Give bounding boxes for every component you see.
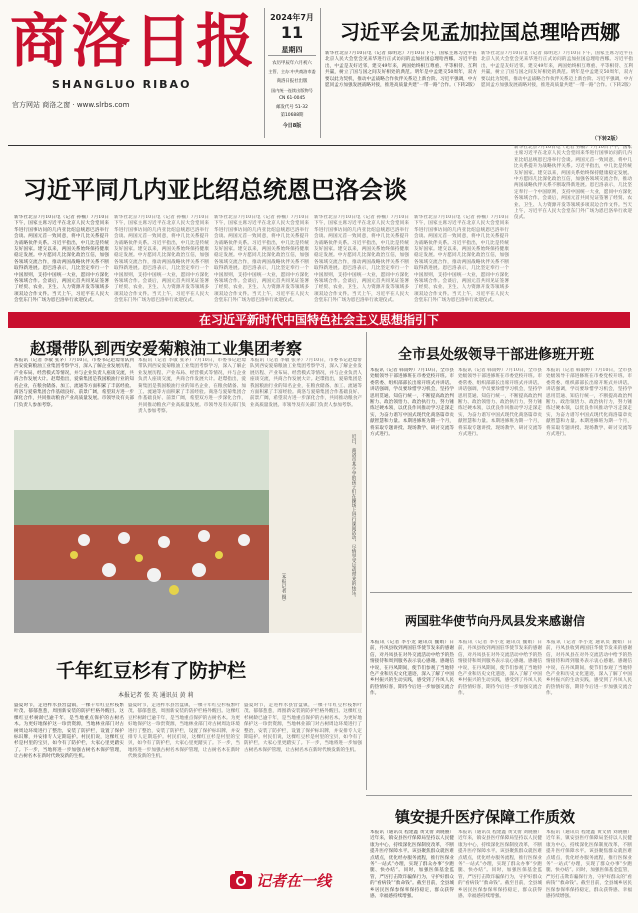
issue-post-code: 邮发代号 51-32 xyxy=(276,105,308,110)
continued-note: （下转2版） xyxy=(592,136,621,142)
issue-publisher: 商洛日报社出版 xyxy=(276,79,308,84)
issue-date: 2024年7月 xyxy=(270,13,314,22)
website-link[interactable]: 官方网站 商洛之窗 · www.slrbs.com xyxy=(12,101,130,109)
news-photo-children-playground xyxy=(14,430,362,633)
issue-lunar: 农历甲辰年六月初六 xyxy=(272,61,312,66)
issue-sponsor: 主管、主办:中共商洛市委 xyxy=(268,69,316,74)
article-zhao-jing-col1: 本报讯（记者 李敏 张茅）7月10日，市委书记赵璟带队到西安爱菊粮油工业集团考察学习，深入了解企业发展历程、产业布局、经营模式等情况，并与企业负责人座谈交流，共商合作发展大计。赵璟指出，爱菊集团是我国粮油行业的知名企业，在粮食储备、加工、流通等方面积累了丰富经验。商洛与爱菊集团合作基础良好、前景广阔，希望双方进一步深化合作，共同推动粮食产业高质量发展。市领导及有关部门负责人参加考察。 xyxy=(14,358,134,408)
article-xi-embalo-col1: 新华社北京7月10日电（记者 孙楠）7月10日下午，国家主席习近平在北京人民大会堂同来华进行国事访问的几内亚比绍总统恩巴洛举行会谈。两国元首一致同意，将中几比关系提升为战略伙伴关系。习近平指出，中几比是传统友好国家。建交以来，两国关系始终保持健康稳定发展。中方愿同几比深化政治互信，加强各领域交流合作，推动两国战略伙伴关系不断取得新进展。恩巴洛表示，几比坚定奉行一个中国原则，支持中国统一大业，愿同中方深化各领域合作。会谈后，两国元首共同见证签署了经贸、农业、卫生、人力资源开发等领域多项双边合作文件。当天上午，习近平在人民大会堂东门外广场为恩巴洛举行欢迎仪式。 xyxy=(14,215,109,304)
article-cadre-col3: 本报讯（记者 韩雨婷）7月10日，全市县处级领导干部进修班在市委党校开班。市委常委、组织部部长出席开班式并讲话。讲话强调，学员要珍惜学习机会，坚持学思用贯通、知信行统一，不断提高政治判断力、政治领悟力、政治执行力，努力锤炼过硬本领，以优良作风推动学习走深走实，为奋力谱写中国式现代化商洛篇章贡献智慧和力量。本期进修班为期一个月，将采取专题讲授、现场教学、研讨交流等方式进行。 xyxy=(546,368,632,438)
article-zhenan-col2: 本报讯（通讯员 程建鑫 黄文倩 刘晓丽）近年来，镇安县医疗保障局坚持以人民健康为中心，持续深化医保制度改革，不断提升医疗保障水平。该县聚焦群众就医难点堵点，优化经办服务流程，推行医保业务“一站式”办理，实现了群众办事“少跑腿、快办结”。同时，加强医保基金监管，严厉打击欺诈骗保行为，守护好群众的“看病钱”“救命钱”。截至目前，全县城乡居民医保参保率保持稳定，群众获得感、幸福感持续增强。 xyxy=(458,830,542,900)
issue-number: 第10688期 xyxy=(280,113,304,118)
article-zhao-jing-col2: 本报讯（记者 李敏 张茅）7月10日，市委书记赵璟带队到西安爱菊粮油工业集团考察学习，深入了解企业发展历程、产业布局、经营模式等情况，并与企业负责人座谈交流，共商合作发展大计。赵璟指出，爱菊集团是我国粮油行业的知名企业，在粮食储备、加工、流通等方面积累了丰富经验。商洛与爱菊集团合作基础良好、前景广阔，希望双方进一步深化合作，共同推动粮食产业高质量发展。市领导及有关部门负责人参加考察。 xyxy=(138,358,246,415)
article-envoys-col1: 本报讯（记者 李小龙 通讯员 魏娟）日前，丹凤县收到两国驻华使节发来的感谢信，对丹凤县在对外交流活动中给予的热情接待和周到服务表示衷心感谢。感谢信中说，在丹凤期间，使节们参观了当地特色产业和历史文化遗迹，深入了解了中国乡村振兴的生动实践，感受到了丹凤人民的热情好客，期待今后进一步加强交流合作。 xyxy=(370,640,454,697)
photo-caption: 近日，商洛市某小学的孩子们在操场上进行课间活动，尽情享受运动带来的快乐。 xyxy=(351,434,356,600)
article-envoys-col2: 本报讯（记者 李小龙 通讯员 魏娟）日前，丹凤县收到两国驻华使节发来的感谢信，对丹凤县在对外交流活动中给予的热情接待和周到服务表示衷心感谢。感谢信中说，在丹凤期间，使节们参观了当地特色产业和历史文化遗迹，深入了解了中国乡村振兴的生动实践，感受到了丹凤人民的热情好客，期待今后进一步加强交流合作。 xyxy=(458,640,542,697)
article-zhenan-col3: 本报讯（通讯员 程建鑫 黄文倩 刘晓丽）近年来，镇安县医疗保障局坚持以人民健康为中心，持续深化医保制度改革，不断提升医疗保障水平。该县聚焦群众就医难点堵点，优化经办服务流程，推行医保业务“一站式”办理，实现了群众办事“少跑腿、快办结”。同时，加强医保基金监管，严厉打击欺诈骗保行为，守护好群众的“看病钱”“救命钱”。截至目前，全县城乡居民医保参保率保持稳定，群众获得感、幸福感持续增强。 xyxy=(546,830,632,900)
article-yew-col1: 盛夏时节，走进柞水县营盘镇，一棵千年红豆杉枝繁叶茂、郁郁葱葱，周围新安装的防护栏格外醒目。这棵红豆杉树龄已逾千年，是当地重点保护的古树名木。为更好地保护这一珍贵资源，当地林业部门对古树周边环境进行了整治，安装了防护栏，设置了保护标识牌，并安排专人定期巡护。村民们说，这棵红豆杉是村里的宝贝，如今有了防护栏，大家心里更踏实了。下一步，当地将进一步加强古树名木保护管理，让古树名木在新时代焕发新的生机。 xyxy=(14,703,124,760)
article-zhao-jing-col3: 本报讯（记者 李敏 张茅）7月10日，市委书记赵璟带队到西安爱菊粮油工业集团考察学习，深入了解企业发展历程、产业布局、经营模式等情况，并与企业负责人座谈交流，共商合作发展大计。赵璟指出，爱菊集团是我国粮油行业的知名企业，在粮食储备、加工、流通等方面积累了丰富经验。商洛与爱菊集团合作基础良好、前景广阔，希望双方进一步深化合作，共同推动粮食产业高质量发展。市领导及有关部门负责人参加考察。 xyxy=(250,358,362,408)
headline-yew-tree-fence: 千年红豆杉有了防护栏 xyxy=(56,660,247,682)
headline-xi-meets-hasina: 习近平会见孟加拉国总理哈西娜 xyxy=(340,20,620,44)
article-xi-meets-hasina-col2: 新华社北京7月10日电（记者 郑明达）7月10日下午，国家主席习近平在北京人民大会堂会见来华进行正式访问的孟加拉国总理哈西娜。习近平指出，中孟是友好近邻，建交49年来，两国始终相互尊重、平等相待、互利共赢，树立了国与国之间友好相处的典范。明年是中孟建交50周年，双方要以此为契机，推动中孟战略合作伙伴关系迈上新台阶。习近平强调，中方愿同孟方加强发展战略对接，推进高质量共建“一带一路”合作。（下转2版） xyxy=(481,51,633,89)
issue-cn-number: CN 61-0045 xyxy=(278,96,306,101)
headline-envoys-thanks: 两国驻华使节向丹凤县发来感谢信 xyxy=(405,614,586,628)
headline-zhenan-medical: 镇安提升医疗保障工作质效 xyxy=(395,808,576,826)
issue-pages: 今日8版 xyxy=(282,123,302,129)
article-xi-embalo-col6: 新华社北京7月10日电（记者 孙楠）7月10日下午，国家主席习近平在北京人民大会堂同来华进行国事访问的几内亚比绍总统恩巴洛举行会谈。两国元首一致同意，将中几比关系提升为战略伙伴关系。习近平指出，中几比是传统友好国家。建交以来，两国关系始终保持健康稳定发展。中方愿同几比深化政治互信，加强各领域交流合作，推动两国战略伙伴关系不断取得新进展。恩巴洛表示，几比坚定奉行一个中国原则，支持中国统一大业，愿同中方深化各领域合作。会谈后，两国元首共同见证签署了经贸、农业、卫生、人力资源开发等领域多项双边合作文件。当天上午，习近平在人民大会堂东门外广场为恩巴洛举行欢迎仪式。 xyxy=(514,145,632,221)
issue-weekday: 星期四 xyxy=(281,46,303,54)
byline-yew-tree: 本报记者 张 英 通讯员 黄 莉 xyxy=(118,692,194,699)
article-xi-embalo-col4: 新华社北京7月10日电（记者 孙楠）7月10日下午，国家主席习近平在北京人民大会堂同来华进行国事访问的几内亚比绍总统恩巴洛举行会谈。两国元首一致同意，将中几比关系提升为战略伙伴关系。习近平指出，中几比是传统友好国家。建交以来，两国关系始终保持健康稳定发展。中方愿同几比深化政治互信，加强各领域交流合作，推动两国战略伙伴关系不断取得新进展。恩巴洛表示，几比坚定奉行一个中国原则，支持中国统一大业，愿同中方深化各领域合作。会谈后，两国元首共同见证签署了经贸、农业、卫生、人力资源开发等领域多项双边合作文件。当天上午，习近平在人民大会堂东门外广场为恩巴洛举行欢迎仪式。 xyxy=(314,215,409,304)
article-cadre-col2: 本报讯（记者 韩雨婷）7月10日，全市县处级领导干部进修班在市委党校开班。市委常委、组织部部长出席开班式并讲话。讲话强调，学员要珍惜学习机会，坚持学思用贯通、知信行统一，不断提高政治判断力、政治领悟力、政治执行力，努力锤炼过硬本领，以优良作风推动学习走深走实，为奋力谱写中国式现代化商洛篇章贡献智慧和力量。本期进修班为期一个月，将采取专题讲授、现场教学、研讨交流等方式进行。 xyxy=(458,368,542,438)
issue-cn-label: 国内统一连续出版物号 xyxy=(271,88,313,93)
headline-cadre-training: 全市县处级领导干部进修班开班 xyxy=(398,347,594,363)
article-yew-col2: 盛夏时节，走进柞水县营盘镇，一棵千年红豆杉枝繁叶茂、郁郁葱葱，周围新安装的防护栏格外醒目。这棵红豆杉树龄已逾千年，是当地重点保护的古树名木。为更好地保护这一珍贵资源，当地林业部门对古树周边环境进行了整治，安装了防护栏，设置了保护标识牌，并安排专人定期巡护。村民们说，这棵红豆杉是村里的宝贝，如今有了防护栏，大家心里更踏实了。下一步，当地将进一步加强古树名木保护管理，让古树名木在新时代焕发新的生机。 xyxy=(128,703,240,760)
headline-zhao-jing-inspection: 赵璟带队到西安爱菊粮油工业集团考察 xyxy=(30,339,303,358)
column-logo xyxy=(226,864,366,894)
theme-banner: 在习近平新时代中国特色社会主义思想指引下 xyxy=(130,313,508,327)
article-cadre-col1: 本报讯（记者 韩雨婷）7月10日，全市县处级领导干部进修班在市委党校开班。市委常委、组织部部长出席开班式并讲话。讲话强调，学员要珍惜学习机会，坚持学思用贯通、知信行统一，不断提高政治判断力、政治领悟力、政治执行力，努力锤炼过硬本领，以优良作风推动学习走深走实，为奋力谱写中国式现代化商洛篇章贡献智慧和力量。本期进修班为期一个月，将采取专题讲授、现场教学、研讨交流等方式进行。 xyxy=(370,368,454,438)
article-envoys-col3: 本报讯（记者 李小龙 通讯员 魏娟）日前，丹凤县收到两国驻华使节发来的感谢信，对丹凤县在对外交流活动中给予的热情接待和周到服务表示衷心感谢。感谢信中说，在丹凤期间，使节们参观了当地特色产业和历史文化遗迹，深入了解了中国乡村振兴的生动实践，感受到了丹凤人民的热情好客，期待今后进一步加强交流合作。 xyxy=(546,640,632,697)
article-xi-meets-hasina-col1: 新华社北京7月10日电（记者 郑明达）7月10日下午，国家主席习近平在北京人民大会堂会见来华进行正式访问的孟加拉国总理哈西娜。习近平指出，中孟是友好近邻，建交49年来，两国始终相互尊重、平等相待、互利共赢，树立了国与国之间友好相处的典范。明年是中孟建交50周年，双方要以此为契机，推动中孟战略合作伙伴关系迈上新台阶。习近平强调，中方愿同孟方加强发展战略对接，推进高质量共建“一带一路”合作。（下转2版） xyxy=(325,51,477,89)
article-xi-embalo-col2: 新华社北京7月10日电（记者 孙楠）7月10日下午，国家主席习近平在北京人民大会堂同来华进行国事访问的几内亚比绍总统恩巴洛举行会谈。两国元首一致同意，将中几比关系提升为战略伙伴关系。习近平指出，中几比是传统友好国家。建交以来，两国关系始终保持健康稳定发展。中方愿同几比深化政治互信，加强各领域交流合作，推动两国战略伙伴关系不断取得新进展。恩巴洛表示，几比坚定奉行一个中国原则，支持中国统一大业，愿同中方深化各领域合作。会谈后，两国元首共同见证签署了经贸、农业、卫生、人力资源开发等领域多项双边合作文件。当天上午，习近平在人民大会堂东门外广场为恩巴洛举行欢迎仪式。 xyxy=(114,215,209,304)
article-xi-embalo-col5: 新华社北京7月10日电（记者 孙楠）7月10日下午，国家主席习近平在北京人民大会堂同来华进行国事访问的几内亚比绍总统恩巴洛举行会谈。两国元首一致同意，将中几比关系提升为战略伙伴关系。习近平指出，中几比是传统友好国家。建交以来，两国关系始终保持健康稳定发展。中方愿同几比深化政治互信，加强各领域交流合作，推动两国战略伙伴关系不断取得新进展。恩巴洛表示，几比坚定奉行一个中国原则，支持中国统一大业，愿同中方深化各领域合作。会谈后，两国元首共同见证签署了经贸、农业、卫生、人力资源开发等领域多项双边合作文件。当天上午，习近平在人民大会堂东门外广场为恩巴洛举行欢迎仪式。 xyxy=(414,215,509,304)
article-xi-embalo-col3: 新华社北京7月10日电（记者 孙楠）7月10日下午，国家主席习近平在北京人民大会堂同来华进行国事访问的几内亚比绍总统恩巴洛举行会谈。两国元首一致同意，将中几比关系提升为战略伙伴关系。习近平指出，中几比是传统友好国家。建交以来，两国关系始终保持健康稳定发展。中方愿同几比深化政治互信，加强各领域交流合作，推动两国战略伙伴关系不断取得新进展。恩巴洛表示，几比坚定奉行一个中国原则，支持中国统一大业，愿同中方深化各领域合作。会谈后，两国元首共同见证签署了经贸、农业、卫生、人力资源开发等领域多项双边合作文件。当天上午，习近平在人民大会堂东门外广场为恩巴洛举行欢迎仪式。 xyxy=(214,215,309,304)
issue-day: 11 xyxy=(280,23,304,42)
headline-xi-embalo-talks: 习近平同几内亚比绍总统恩巴洛会谈 xyxy=(23,176,407,204)
photo-credit: （本报记者 摄） xyxy=(281,570,286,604)
masthead-pinyin: SHANGLUO RIBAO xyxy=(52,78,192,91)
masthead-title: 商洛日报 xyxy=(10,7,259,75)
article-yew-col3: 盛夏时节，走进柞水县营盘镇，一棵千年红豆杉枝繁叶茂、郁郁葱葱，周围新安装的防护栏格外醒目。这棵红豆杉树龄已逾千年，是当地重点保护的古树名木。为更好地保护这一珍贵资源，当地林业部门对古树周边环境进行了整治，安装了防护栏，设置了保护标识牌，并安排专人定期巡护。村民们说，这棵红豆杉是村里的宝贝，如今有了防护栏，大家心里更踏实了。下一步，当地将进一步加强古树名木保护管理，让古树名木在新时代焕发新的生机。 xyxy=(244,703,362,753)
column-logo-text: 记者在一线 xyxy=(256,872,332,890)
article-zhenan-col1: 本报讯（通讯员 程建鑫 黄文倩 刘晓丽）近年来，镇安县医疗保障局坚持以人民健康为中心，持续深化医保制度改革，不断提升医疗保障水平。该县聚焦群众就医难点堵点，优化经办服务流程，推行医保业务“一站式”办理，实现了群众办事“少跑腿、快办结”。同时，加强医保基金监管，严厉打击欺诈骗保行为，守护好群众的“看病钱”“救命钱”。截至目前，全县城乡居民医保参保率保持稳定，群众获得感、幸福感持续增强。 xyxy=(370,830,454,900)
